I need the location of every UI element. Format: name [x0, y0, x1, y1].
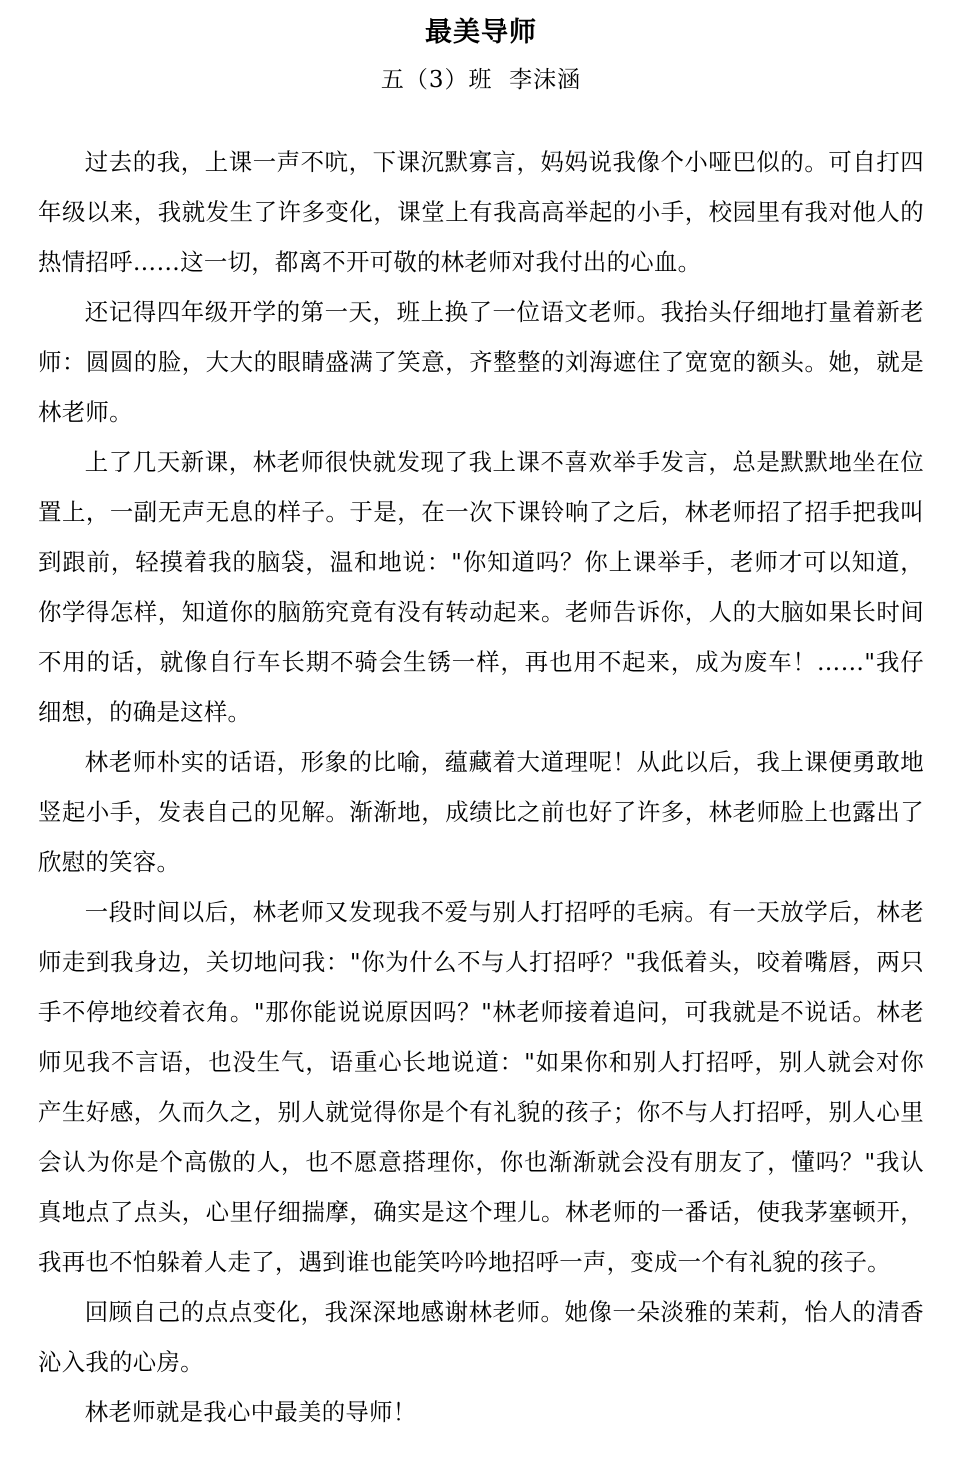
author-byline: 五（3）班 李沫涵: [380, 67, 582, 93]
paragraph-7: 林老师就是我心中最美的导师！: [84, 1398, 417, 1426]
paragraph-4: 林老师朴实的话语，形象的比喻，蕴藏着大道理呢！从此以后，我上课便勇敢地竖起小手，发表自己的见解。渐渐地，成绩比之前也好了许多，林老师脸上也露出了欣慰的笑容。: [38, 748, 924, 876]
essay-body: [38, 137, 924, 1437]
essay-title: 最美导师: [425, 17, 537, 48]
paragraph-5: 一段时间以后，林老师又发现我不爱与别人打招呼的毛病。有一天放学后，林老师走到我身边，关切地问我："你为什么不与人打招呼？"我低着头，咬着嘴唇，两只手不停地绞着衣角。"那你能说说原因吗？"林老师接着追问，可我就是不说话。林老师见我不言语，也没生气，语重心长地说道："如果你和别人打招呼，别人就会对你产生好感，久而久之，别人就觉得你是个有礼貌的孩子；你不与人打招呼，别人心里会认为你是个高傲的人，也不愿意搭理你，你也渐渐就会没有朋友了，懂吗？"我认真地点了点头，心里仔细揣摩，确实是这个理儿。林老师的一番话，使我茅塞顿开，我再也不怕躲着人走了，遇到谁也能笑吟吟地招呼一声，变成一个有礼貌的孩子。: [38, 898, 924, 1276]
paragraph-2: 还记得四年级开学的第一天，班上换了一位语文老师。我抬头仔细地打量着新老师：圆圆的脸，大大的眼睛盛满了笑意，齐整整的刘海遮住了宽宽的额头。她，就是林老师。: [38, 298, 924, 426]
paragraph-3: 上了几天新课，林老师很快就发现了我上课不喜欢举手发言，总是默默地坐在位置上，一副无声无息的样子。于是，在一次下课铃响了之后，林老师招了招手把我叫到跟前，轻摸着我的脑袋，温和地说："你知道吗？你上课举手，老师才可以知道，你学得怎样，知道你的脑筋究竟有没有转动起来。老师告诉你，人的大脑如果长时间不用的话，就像自行车长期不骑会生锈一样，再也用不起来，成为废车！……"我仔细想，的确是这样。: [38, 448, 924, 726]
paragraph-6: 回顾自己的点点变化，我深深地感谢林老师。她像一朵淡雅的茉莉，怡人的清香沁入我的心房。: [38, 1298, 924, 1376]
paragraph-1: 过去的我，上课一声不吭，下课沉默寡言，妈妈说我像个小哑巴似的。可自打四年级以来，我就发生了许多变化，课堂上有我高高举起的小手，校园里有我对他人的热情招呼……这一切，都离不开可敬的林老师对我付出的心血。: [38, 148, 924, 276]
essay-page: [38, 0, 924, 1437]
